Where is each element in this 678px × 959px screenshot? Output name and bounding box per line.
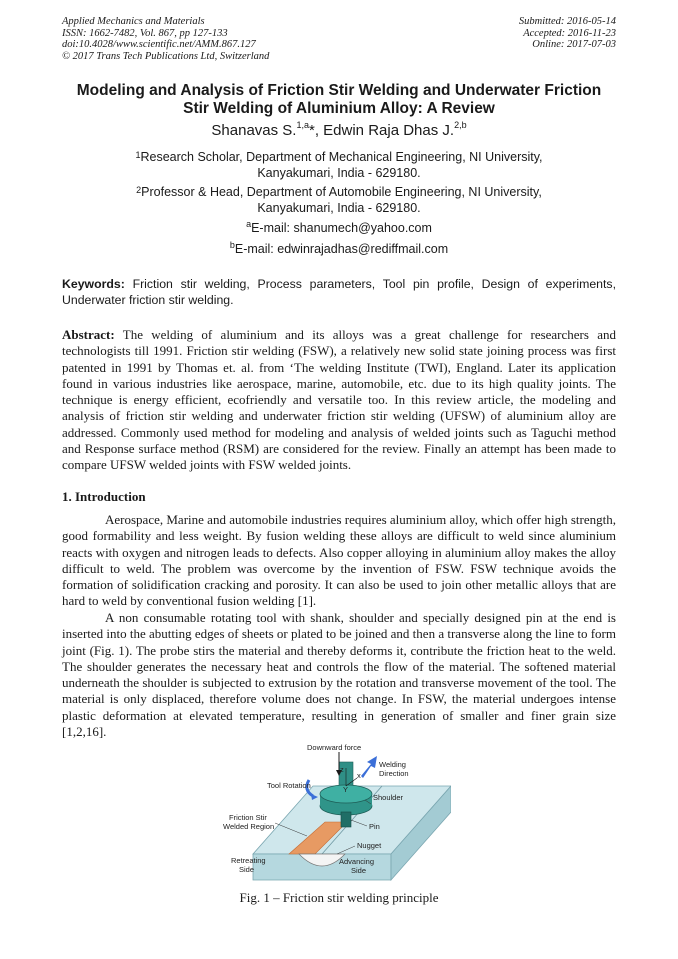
author-list	[62, 122, 616, 139]
author-1-sup: 1,a	[296, 120, 309, 130]
submitted-date: Submitted: 2016-05-14	[518, 16, 616, 27]
abstract-text: The welding of aluminium and its alloys was a great challenge for researchers and technologists till 1991. Friction stir welding (FSW), a relatively new solid state joining process was first patented in 1991 by Thomas et. al. from ‘The welding Institute (TWI), England. Later its application found in various industries like aerospace, marine, automobile, etc. due to its high quality joints. The technique is energy efficient, ecofriendly and versatile too. In this review article, the modeling and analysis of friction stir welding and underwater friction stir welding (UFSW) of aluminium alloy are addressed. Commonly used method for modeling and analysis of welded joints such as Taguchi method and Response surface method (RSM) are considered for the review. Finally an attempt has been made to compare UFSW welded joints with FSW welded joints.	[62, 327, 616, 473]
affiliation-2-sup: 2	[136, 185, 142, 195]
fsw-principle-figure	[215, 742, 451, 882]
welding-direction-arrow	[361, 756, 377, 778]
email-b-sup: b	[229, 240, 235, 250]
abstract-block	[62, 327, 616, 474]
title-line-1: Modeling and Analysis of Friction Stir Welding and Underwater Friction	[76, 82, 602, 99]
keywords-text: Friction stir welding, Process parameters, Tool pin profile, Design of experiments, Underwater friction stir welding.	[62, 277, 616, 307]
paper-title	[62, 82, 616, 118]
author-2-name: Edwin Raja Dhas J.	[323, 122, 455, 139]
running-header-right	[519, 16, 616, 51]
doi-line: doi:10.4028/www.scientific.net/AMM.867.127	[62, 39, 256, 50]
intro-paragraph-1: Aerospace, Marine and automobile industries requires aluminium alloy, which offer high strength, good formability and less weight. By fusion welding these alloys are difficult to weld since aluminium reacts with oxygen and nitrogen leads to defects. Also copper alloying in aluminium alloy makes the alloy difficult to weld. The problem was overcome by the invention of FSW. FSW technique avoids the formation of solidification cracking and porosity. It can also be used to join other metallic alloys that are hard to weld by conventional fusion welding [1].	[62, 512, 616, 609]
label-retreating-side: Side	[239, 865, 255, 874]
email-a-text[interactable]: E-mail: shanumech@yahoo.com	[251, 221, 432, 235]
issn-line: ISSN: 1662-7482, Vol. 867, pp 127-133	[62, 27, 228, 39]
online-date: Online: 2017-07-03	[532, 39, 616, 50]
email-a	[62, 221, 616, 235]
corresponding-mark: *,	[308, 122, 324, 139]
intro-paragraph-2: A non consumable rotating tool with shank, shoulder and specially designed pin at the end is inserted into the abutting edges of sheets or plated to be joined and then a transverse along the line to form joint (Fig. 1). The probe stirs the material and thereby deforms it, contribute the friction heat to the weld. The shoulder generates the necessary heat and controls the flow of the material. The softened material underneath the shoulder is subjected to extrusion by the rotation and transverse movement of the tool. The material is only displaced, therefore volume does not change. In FSW, the material undergoes intense plastic deformation at elevated temperature, resulting in generation of smaller and finer grain size [1,2,16].	[62, 610, 616, 740]
label-direction: Direction	[379, 769, 409, 778]
email-b-text[interactable]: E-mail: edwinrajadhas@rediffmail.com	[234, 242, 449, 256]
keywords-label: Keywords:	[62, 277, 125, 291]
affiliation-2	[62, 184, 616, 216]
figure-caption: Fig. 1 – Friction stir welding principle	[239, 890, 439, 905]
label-fsw-region-2: Welded Region	[223, 822, 275, 831]
affiliation-1	[62, 149, 616, 181]
author-1-name: Shanavas S.	[211, 122, 297, 139]
title-line-2: Stir Welding of Aluminium Alloy: A Review	[183, 100, 495, 117]
email-a-sup: a	[246, 219, 252, 229]
running-header-left	[62, 16, 269, 62]
accepted-date: Accepted: 2016-11-23	[523, 27, 616, 39]
label-axis-x: x	[357, 771, 361, 780]
affiliation-1-line-2: Kanyakumari, India - 629180.	[257, 166, 421, 180]
tool-pin	[341, 812, 351, 827]
label-shoulder: Shoulder	[373, 793, 404, 802]
label-tool-rotation: Tool Rotation	[267, 781, 311, 790]
section-heading-introduction: 1. Introduction	[62, 489, 146, 504]
label-downward-force: Downward force	[307, 743, 362, 752]
label-nugget: Nugget	[357, 841, 382, 850]
copyright-line: © 2017 Trans Tech Publications Ltd, Switzerland	[62, 50, 270, 62]
label-axis-z: z	[340, 765, 344, 774]
author-2-sup: 2,b	[454, 120, 467, 130]
label-axis-y: Y	[343, 785, 349, 794]
label-advancing-side: Side	[351, 866, 367, 875]
label-welding: Welding	[379, 760, 406, 769]
affiliation-2-line-1: Professor & Head, Department of Automobile Engineering, NI University,	[141, 185, 542, 199]
journal-name: Applied Mechanics and Materials	[62, 16, 205, 27]
label-fsw-region-1: Friction Stir	[229, 813, 267, 822]
label-pin: Pin	[369, 822, 380, 831]
label-advancing: Advancing	[339, 857, 375, 866]
keywords-block	[62, 276, 616, 308]
affiliation-1-line-1: Research Scholar, Department of Mechanical Engineering, NI University,	[140, 150, 543, 164]
affiliation-1-sup: 1	[135, 150, 141, 160]
email-b	[62, 242, 616, 256]
label-retreating: Retreating	[231, 856, 266, 865]
affiliation-2-line-2: Kanyakumari, India - 629180.	[257, 201, 421, 215]
abstract-label: Abstract:	[62, 327, 115, 342]
